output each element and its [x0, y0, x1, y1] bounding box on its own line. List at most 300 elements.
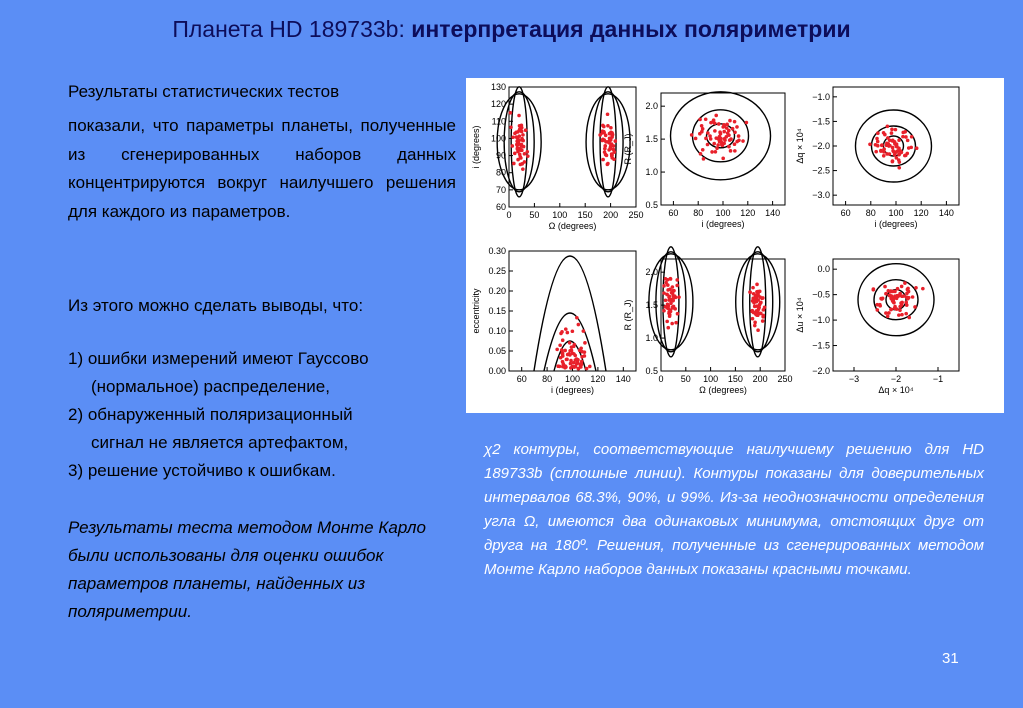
mc-point [722, 142, 726, 146]
mc-point [567, 352, 571, 356]
mc-point [563, 349, 567, 353]
y-axis-label: eccentricity [471, 288, 481, 334]
mc-point [671, 297, 675, 301]
mc-point [737, 134, 741, 138]
mc-point [728, 138, 732, 142]
mc-point [910, 135, 914, 139]
mc-point [714, 114, 718, 118]
y-tick-label: −0.5 [812, 289, 830, 300]
mc-point [568, 341, 572, 345]
y-tick-label: −1.5 [812, 340, 830, 351]
y-tick-label: 0.25 [488, 266, 506, 276]
mc-point [716, 143, 720, 147]
mc-point [891, 139, 895, 143]
conclusion-item-2b: сигнал не является артефактом, [91, 433, 349, 452]
mc-point [555, 348, 559, 352]
mc-point [751, 317, 755, 321]
mc-point [874, 150, 878, 154]
contour-plots-svg [466, 78, 1004, 413]
y-tick-label: −1.0 [812, 91, 830, 102]
mc-point [509, 111, 513, 115]
mc-point [602, 125, 606, 129]
title-prefix: Планета HD 189733b: [172, 16, 412, 42]
plot-panel-6 [795, 259, 959, 395]
y-tick-label: 130 [490, 82, 506, 92]
mc-point [882, 154, 886, 158]
mc-point [511, 144, 515, 148]
y-tick-label: 0.5 [645, 366, 658, 376]
plot-panel-1 [471, 82, 644, 231]
mc-point [737, 138, 741, 142]
mc-point [751, 310, 755, 314]
x-axis-label: Ω (degrees) [699, 385, 747, 395]
plot-panel-5 [623, 247, 793, 395]
mc-point [671, 305, 675, 309]
y-tick-label: 2.0 [645, 101, 658, 112]
y-tick-label: 110 [491, 116, 506, 127]
mc-point [721, 157, 725, 161]
caption-text: контуры, соответствующие наилучшему решению для HD 189733b (сплошные линии). Контуры показаны для доверительных интервалов 68.3%, 90%, и 99%. Из-за неоднозначности определения угла Ω, имеются два одинаковых минимума, отстоящих друг от друга на 180º. Решения, полученные из сгенерированных методом Монте Карло наборов данных показаны красными точками. [484, 441, 984, 578]
mc-point [905, 152, 909, 156]
mc-point [564, 327, 568, 331]
conclusion-item-1b: (нормальное) распределение, [91, 377, 330, 396]
mc-point [709, 121, 713, 125]
mc-point [890, 131, 894, 135]
mc-point [561, 351, 565, 355]
mc-point [520, 129, 524, 133]
mc-point [566, 331, 570, 335]
mc-point [876, 131, 880, 135]
plot-frame [833, 259, 959, 371]
x-tick-label: 60 [516, 374, 527, 384]
mc-point [564, 364, 568, 368]
mc-point [515, 135, 519, 139]
mc-point [665, 320, 669, 324]
y-tick-label: 1.0 [645, 167, 658, 178]
y-tick-label: 0.10 [488, 326, 506, 336]
mc-point [706, 143, 710, 147]
mc-point [903, 281, 907, 285]
x-tick-label: 50 [680, 374, 691, 384]
x-tick-label: 250 [628, 210, 644, 220]
mc-point [698, 118, 702, 122]
mc-point [609, 147, 613, 151]
mc-point [891, 159, 895, 163]
title-bold: интерпретация данных поляриметрии [411, 16, 851, 42]
mc-point [710, 150, 714, 154]
mc-point [759, 301, 763, 305]
x-tick-label: 140 [938, 208, 954, 218]
mc-point [662, 309, 666, 313]
mc-point [574, 358, 578, 362]
mc-point [694, 137, 698, 141]
mc-point [668, 287, 672, 291]
chi-symbol: χ2 [484, 441, 501, 458]
mc-point [904, 312, 908, 316]
mc-point [666, 326, 670, 330]
mc-point [521, 133, 525, 137]
mc-point [898, 308, 902, 312]
x-tick-label: 150 [727, 374, 743, 384]
mc-point [886, 289, 890, 293]
intro-first-line: Результаты статистических тестов [68, 82, 340, 101]
y-tick-label: 100 [490, 133, 506, 144]
mc-point [762, 308, 766, 312]
mc-point [741, 139, 745, 143]
x-tick-label: 140 [615, 374, 631, 384]
mc-point [878, 304, 882, 308]
mc-point [898, 305, 902, 309]
mc-point [894, 128, 898, 132]
mc-point [714, 136, 718, 140]
mc-point [602, 130, 606, 134]
mc-point [519, 156, 523, 160]
mc-point [672, 294, 676, 298]
mc-point [756, 290, 760, 294]
x-axis-label: i (degrees) [550, 385, 595, 395]
mc-point [609, 126, 613, 130]
mc-point [700, 130, 704, 134]
mc-point [664, 277, 668, 281]
x-tick-label: −2 [890, 374, 902, 384]
conclusion-item-2a: 2) обнаруженный поляризационный [68, 405, 353, 424]
mc-point [577, 323, 581, 327]
mc-point [571, 329, 575, 333]
mc-point [735, 125, 739, 129]
mc-point [612, 157, 616, 161]
mc-point [876, 140, 880, 144]
mc-point [876, 308, 880, 312]
mc-point [582, 329, 586, 333]
mc-point [607, 140, 611, 144]
plot-frame [509, 87, 636, 207]
x-tick-label: 120 [913, 208, 929, 218]
mc-point [886, 125, 890, 129]
mc-point [897, 138, 901, 142]
mc-point [889, 308, 893, 312]
mc-point [753, 305, 757, 309]
monte-carlo-paragraph: Результаты теста методом Монте Карло были использованы для оценки ошибок параметров планеты, найденных из поляриметрии. [68, 518, 426, 621]
y-tick-label: 0.15 [488, 306, 506, 316]
mc-point [524, 128, 528, 132]
mc-point [886, 314, 890, 318]
mc-point [756, 328, 760, 332]
mc-point [753, 324, 757, 328]
mc-point [579, 347, 583, 351]
plot-frame [661, 259, 785, 371]
mc-point [731, 127, 735, 131]
mc-point [670, 322, 674, 326]
figure-caption [484, 438, 984, 582]
mc-point [752, 292, 756, 296]
mc-point [709, 137, 713, 141]
mc-point [718, 135, 722, 139]
mc-point [727, 129, 731, 133]
mc-point [520, 162, 524, 166]
mc-point [884, 292, 888, 296]
mc-point [612, 144, 616, 148]
mc-point [748, 290, 752, 294]
mc-point [523, 152, 527, 156]
mc-point [666, 283, 670, 287]
plot-panel-2 [623, 92, 785, 229]
mc-point [722, 130, 726, 134]
x-axis-label: Δq × 10⁴ [878, 385, 914, 395]
mc-point [905, 291, 909, 295]
mc-point [896, 287, 900, 291]
mc-point [565, 358, 569, 362]
contour-line [855, 110, 931, 182]
mc-point [704, 137, 708, 141]
mc-point [755, 283, 759, 287]
mc-point [569, 359, 573, 363]
mc-point [761, 315, 765, 319]
mc-point [519, 148, 523, 152]
mc-point [668, 314, 672, 318]
mc-point [715, 146, 719, 150]
mc-point [516, 130, 520, 134]
x-axis-label: i (degrees) [874, 219, 918, 229]
mc-point [509, 125, 513, 129]
mc-point [572, 343, 576, 347]
mc-point [574, 365, 578, 369]
mc-point [561, 338, 565, 342]
mc-point [668, 294, 672, 298]
x-tick-label: 200 [603, 210, 619, 220]
mc-point [677, 295, 681, 299]
mc-point [712, 142, 716, 146]
mc-point [664, 298, 668, 302]
mc-point [915, 146, 919, 150]
slide-title [0, 16, 1023, 43]
mc-point [570, 345, 574, 349]
x-tick-label: 150 [577, 210, 593, 220]
mc-point [751, 297, 755, 301]
y-tick-label: 1.0 [645, 333, 658, 344]
x-tick-label: 100 [888, 208, 904, 218]
mc-point [901, 131, 905, 135]
y-tick-label: 120 [490, 99, 506, 110]
mc-point [561, 360, 565, 364]
x-tick-label: 100 [715, 208, 731, 218]
y-axis-label: i (degrees) [471, 125, 481, 169]
x-tick-label: 140 [765, 208, 781, 218]
mc-point [662, 291, 666, 295]
y-tick-label: 0.0 [817, 264, 830, 275]
mc-point [888, 138, 892, 142]
mc-point [517, 114, 521, 118]
mc-point [583, 341, 587, 345]
mc-point [520, 143, 524, 147]
y-tick-label: 0.20 [488, 286, 506, 296]
y-tick-label: −3.0 [812, 190, 830, 201]
x-tick-label: 250 [777, 374, 793, 384]
mc-point [733, 131, 737, 135]
mc-point [888, 144, 892, 148]
mc-point [882, 131, 886, 135]
y-axis-label: R (R_J) [623, 133, 633, 165]
y-tick-label: 60 [495, 202, 506, 212]
x-tick-label: 60 [840, 208, 851, 218]
x-tick-label: −1 [932, 374, 944, 384]
mc-point [662, 284, 666, 288]
mc-point [603, 144, 607, 148]
mc-point [601, 139, 605, 143]
mc-point [516, 142, 520, 146]
mc-point [880, 297, 884, 301]
mc-point [521, 167, 525, 171]
mc-point [906, 139, 910, 143]
mc-point [516, 147, 520, 151]
mc-point [606, 112, 610, 116]
x-tick-label: 120 [590, 374, 606, 384]
y-axis-label: Δu × 10⁴ [795, 297, 805, 333]
mc-point [900, 313, 904, 317]
mc-point [558, 365, 562, 369]
x-tick-label: 0 [658, 374, 664, 384]
mc-point [897, 166, 901, 170]
mc-point [879, 149, 883, 153]
mc-point [733, 149, 737, 153]
mc-point [896, 149, 900, 153]
mc-point [675, 278, 679, 282]
y-tick-label: 1.5 [645, 134, 658, 145]
mc-point [714, 150, 718, 154]
y-tick-label: −2.5 [812, 165, 830, 176]
contour-plots-figure [466, 78, 1004, 413]
plot-panel-4 [471, 246, 636, 395]
mc-point [895, 145, 899, 149]
mc-point [511, 135, 515, 139]
mc-point [890, 128, 894, 132]
mc-point [558, 343, 562, 347]
mc-point [575, 316, 579, 320]
mc-point [895, 296, 899, 300]
mc-point [690, 133, 694, 137]
mc-point [608, 132, 612, 136]
y-tick-label: 2.0 [645, 267, 658, 278]
mc-point [606, 163, 610, 167]
x-tick-label: 200 [752, 374, 768, 384]
mc-point [604, 134, 608, 138]
y-tick-label: −1.5 [812, 116, 830, 127]
mc-point [900, 285, 904, 289]
mc-point [675, 284, 679, 288]
mc-point [598, 133, 602, 137]
x-tick-label: 60 [668, 208, 679, 218]
mc-point [520, 123, 524, 127]
x-tick-label: 80 [865, 208, 876, 218]
mc-point [868, 142, 872, 146]
mc-point [883, 285, 887, 289]
mc-point [606, 124, 610, 128]
mc-point [704, 117, 708, 121]
mc-point [608, 137, 612, 141]
mc-point [725, 123, 729, 127]
mc-point [907, 296, 911, 300]
mc-point [513, 152, 517, 156]
mc-point [760, 296, 764, 300]
mc-point [761, 319, 765, 323]
conclusion-lead: Из этого можно сделать выводы, что: [68, 296, 364, 315]
x-tick-label: 80 [542, 374, 553, 384]
mc-point [921, 287, 925, 291]
mc-point [601, 158, 605, 162]
mc-point [728, 119, 732, 123]
mc-point [759, 312, 763, 316]
mc-point [905, 303, 909, 307]
intro-paragraph: показали, что параметры планеты, полученные из сгенерированных наборов данных концентрируются вокруг наилучшего решения для каждого из параметров. [68, 116, 456, 221]
x-tick-label: 120 [740, 208, 756, 218]
mc-point [909, 146, 913, 150]
mc-point [613, 139, 617, 143]
x-tick-label: 0 [506, 210, 512, 220]
y-tick-label: 1.5 [645, 300, 658, 311]
mc-point [706, 131, 710, 135]
mc-point [701, 148, 705, 152]
mc-point [717, 122, 721, 126]
mc-point [893, 153, 897, 157]
mc-point [572, 352, 576, 356]
mc-point [583, 354, 587, 358]
x-tick-label: 80 [693, 208, 704, 218]
mc-point [666, 303, 670, 307]
mc-point [700, 124, 704, 128]
y-tick-label: −2.0 [812, 366, 830, 376]
mc-point [907, 316, 911, 320]
mc-point [893, 305, 897, 309]
mc-point [520, 138, 524, 142]
mc-point [751, 286, 755, 290]
mc-point [872, 287, 876, 291]
mc-point [891, 290, 895, 294]
mc-point [604, 153, 608, 157]
mc-point [610, 153, 614, 157]
mc-point [713, 129, 717, 133]
y-tick-label: 90 [495, 150, 506, 161]
mc-point [899, 151, 903, 155]
x-tick-label: −3 [848, 374, 860, 384]
y-tick-label: 0.05 [488, 346, 506, 356]
mc-point [712, 118, 716, 122]
mc-point [904, 135, 908, 139]
y-tick-label: 0.30 [488, 246, 506, 256]
mc-point [729, 149, 733, 153]
mc-point [702, 157, 706, 161]
plot-panel-3 [795, 87, 959, 229]
mc-point [897, 313, 901, 317]
mc-point [718, 130, 722, 134]
x-axis-label: Ω (degrees) [548, 221, 597, 231]
mc-point [721, 125, 725, 129]
y-tick-label: 0.5 [645, 200, 658, 210]
y-axis-label: Δq × 10⁴ [795, 128, 805, 164]
conclusion-item-1a: 1) ошибки измерений имеют Гауссово [68, 349, 369, 368]
mc-point [579, 365, 583, 369]
conclusion-item-3: 3) решение устойчиво к ошибкам. [68, 461, 336, 480]
page-number: 31 [942, 650, 959, 667]
mc-point [560, 330, 564, 334]
mc-point [913, 305, 917, 309]
mc-point [733, 120, 737, 124]
y-tick-label: 80 [495, 167, 506, 178]
mc-point [906, 287, 910, 291]
mc-point [526, 154, 530, 158]
x-tick-label: 100 [552, 210, 568, 220]
mc-point [727, 145, 731, 149]
y-tick-label: −2.0 [812, 141, 830, 151]
mc-point [669, 277, 673, 281]
